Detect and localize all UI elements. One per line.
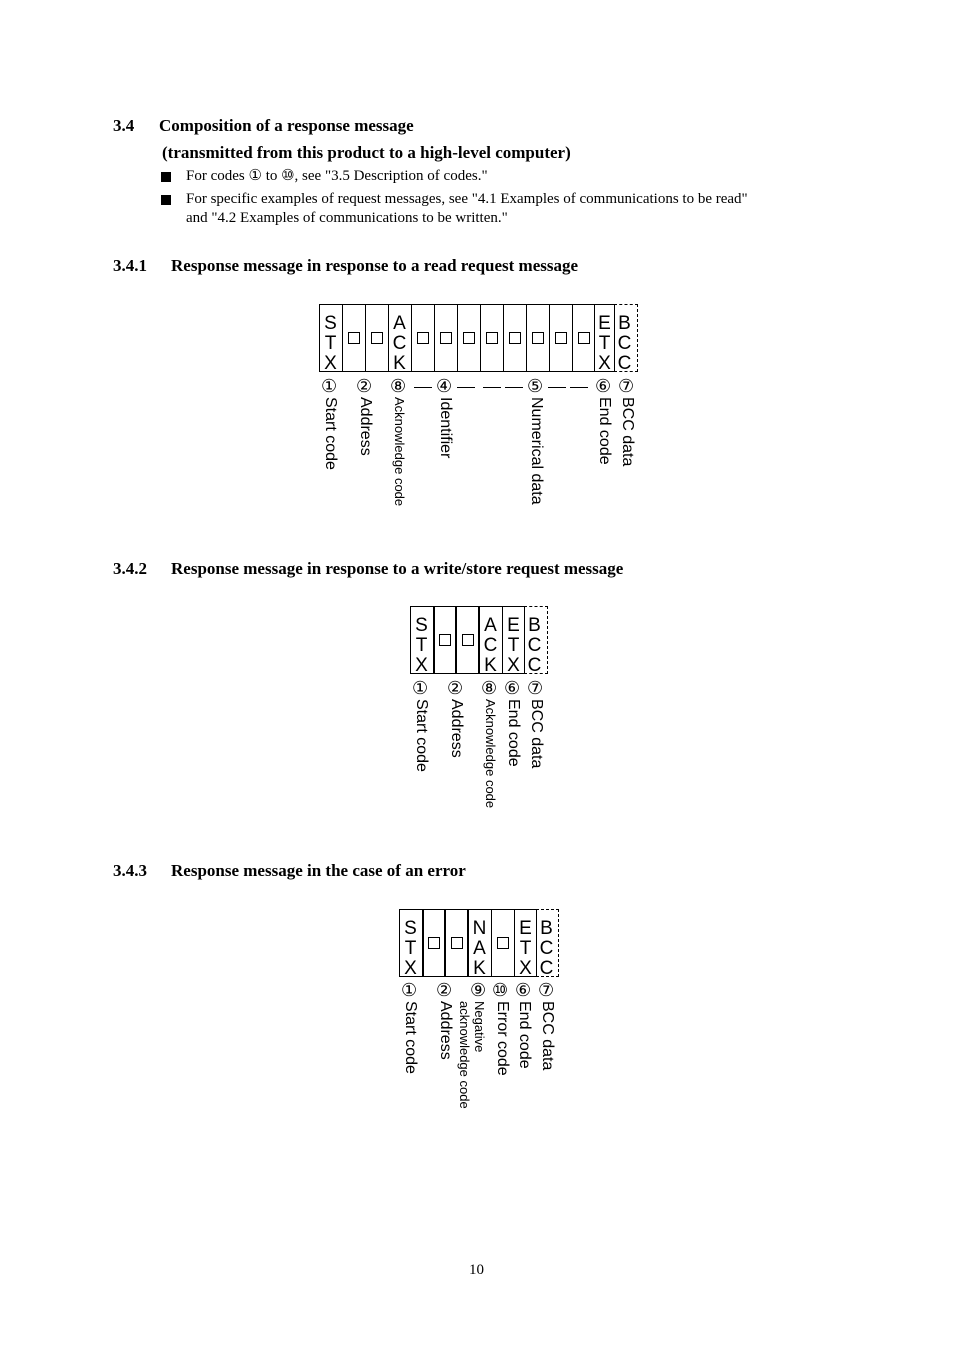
identifier-label: Identifier: [437, 397, 454, 459]
char-box: [486, 332, 498, 344]
message-frame: [410, 606, 525, 674]
code-2-marker: ②: [356, 376, 373, 397]
stx-text: STX: [411, 615, 432, 675]
negative-label: Negative: [472, 1001, 487, 1053]
range-dash: [457, 387, 475, 388]
char-box: [439, 634, 451, 646]
code-10-marker: ⑩: [492, 980, 509, 1001]
section-heading: [113, 116, 414, 136]
etx-text: ETX: [503, 615, 524, 675]
ack-text: ACK: [480, 615, 501, 675]
subsection-heading-error: [113, 861, 466, 881]
section-title: Composition of a response message: [159, 116, 414, 135]
page-number: 10: [469, 1262, 484, 1278]
end-code-label: End code: [596, 397, 613, 465]
bcc-cell: [614, 304, 638, 372]
code-1-marker: ①: [412, 678, 429, 699]
code-7-marker: ⑦: [538, 980, 555, 1001]
bullet-examples: For specific examples of request messages, see "4.1 Examples of communications to be read": [186, 191, 748, 207]
end-code-label: End code: [516, 1001, 533, 1069]
bcc-data-label: BCC data: [528, 699, 545, 769]
address-cell: [422, 910, 446, 976]
bullet-square-icon: [161, 172, 171, 182]
code-2-marker: ②: [436, 980, 453, 1001]
bcc-text: BCC: [614, 313, 635, 373]
ack-cell: [480, 607, 503, 673]
code-6-marker: ⑥: [504, 678, 521, 699]
section-subtitle: (transmitted from this product to a high-level computer): [162, 143, 571, 162]
acknowledge-code-label: Acknowledge code: [483, 699, 498, 809]
data-cell: [550, 305, 573, 371]
char-box: [428, 937, 440, 949]
data-cell: [573, 305, 595, 371]
nak-cell: [469, 910, 492, 976]
char-box: [451, 937, 463, 949]
char-box: [462, 634, 474, 646]
start-code-label: Start code: [322, 397, 339, 470]
code-8-marker: ⑧: [390, 376, 407, 397]
char-box: [509, 332, 521, 344]
code-1-marker: ①: [321, 376, 338, 397]
code-9-marker: ⑨: [470, 980, 487, 1001]
bullet-examples-cont: and "4.2 Examples of communications to be written.": [186, 210, 508, 226]
data-cell: [527, 305, 550, 371]
char-box: [440, 332, 452, 344]
error-code-cell: [492, 910, 515, 976]
message-frame: [399, 909, 537, 977]
bcc-text: BCC: [524, 615, 545, 675]
ack-cell: [389, 305, 412, 371]
range-dash: [548, 387, 566, 388]
code-5-marker: ⑤: [527, 376, 544, 397]
subsection-number: 3.4.1: [113, 256, 147, 275]
char-box: [463, 332, 475, 344]
bcc-cell: [536, 909, 559, 977]
code-6-marker: ⑥: [515, 980, 532, 1001]
etx-cell: [503, 607, 524, 673]
start-code-label: Start code: [413, 699, 430, 772]
subsection-heading-read: [113, 256, 578, 276]
stx-text: STX: [320, 313, 341, 373]
stx-cell: [400, 910, 423, 976]
subsection-title: Response message in response to a read request message: [171, 256, 579, 275]
code-7-marker: ⑦: [527, 678, 544, 699]
bcc-data-label: BCC data: [539, 1001, 556, 1071]
identifier-cell: [435, 305, 458, 371]
identifier-cell: [458, 305, 481, 371]
char-box: [578, 332, 590, 344]
section-number: 3.4: [113, 116, 135, 135]
code-2-marker: ②: [447, 678, 464, 699]
subsection-heading-write: [113, 559, 623, 579]
char-box: [371, 332, 383, 344]
subsection-title: Response message in response to a write/store request message: [171, 559, 624, 578]
acknowledge-code-label: acknowledge code: [457, 1001, 472, 1109]
char-box: [348, 332, 360, 344]
range-dash: [570, 387, 588, 388]
end-code-label: End code: [505, 699, 522, 767]
subsection-title: Response message in the case of an error: [171, 861, 466, 880]
etx-cell: [515, 910, 536, 976]
char-box: [417, 332, 429, 344]
address-cell: [343, 305, 366, 371]
address-cell: [446, 910, 469, 976]
acknowledge-code-label: Acknowledge code: [392, 397, 407, 507]
address-label: Address: [357, 397, 374, 456]
code-1-marker: ①: [401, 980, 418, 1001]
bcc-text: BCC: [536, 918, 557, 978]
etx-text: ETX: [594, 313, 615, 373]
code-7-marker: ⑦: [618, 376, 635, 397]
data-cell: [481, 305, 504, 371]
range-dash: [414, 387, 432, 388]
char-box: [497, 937, 509, 949]
message-frame: [319, 304, 615, 372]
bullet-codes: For codes ① to ⑩, see "3.5 Description of codes.": [186, 168, 488, 184]
identifier-cell: [412, 305, 435, 371]
stx-text: STX: [400, 918, 421, 978]
stx-cell: [411, 607, 434, 673]
range-dash: [505, 387, 523, 388]
char-box: [555, 332, 567, 344]
subsection-number: 3.4.3: [113, 861, 147, 880]
etx-text: ETX: [515, 918, 536, 978]
address-cell: [433, 607, 457, 673]
bullet-square-icon: [161, 195, 171, 205]
address-label: Address: [437, 1001, 454, 1060]
range-dash: [483, 387, 501, 388]
address-cell: [457, 607, 480, 673]
bcc-cell: [524, 606, 548, 674]
char-box: [532, 332, 544, 344]
ack-text: ACK: [389, 313, 410, 373]
code-8-marker: ⑧: [481, 678, 498, 699]
data-cell: [504, 305, 527, 371]
stx-cell: [320, 305, 343, 371]
etx-cell: [595, 305, 615, 371]
subsection-number: 3.4.2: [113, 559, 147, 578]
address-label: Address: [448, 699, 465, 758]
error-code-label: Error code: [494, 1001, 511, 1076]
numerical-data-label: Numerical data: [528, 397, 545, 505]
address-cell: [366, 305, 389, 371]
code-4-marker: ④: [436, 376, 453, 397]
code-6-marker: ⑥: [595, 376, 612, 397]
start-code-label: Start code: [402, 1001, 419, 1074]
bcc-data-label: BCC data: [619, 397, 636, 467]
nak-text: NAK: [469, 918, 490, 978]
